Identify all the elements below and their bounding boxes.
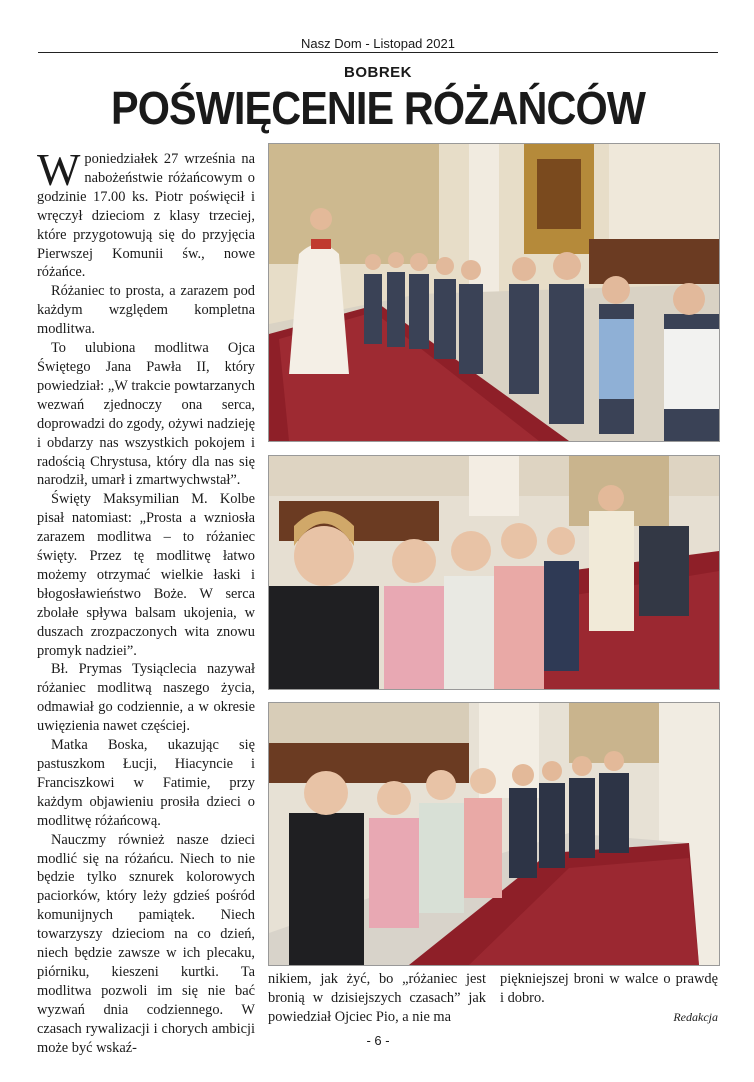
article-paragraph-7: Nauczmy również nasze dzieci modlić się na różańcu. Niech to nie będzie tylko sznurek kolorowych paciorków, który leży gdzieś pośród komunijnych pamiątek. Niech towarzyszy dzieciom na co dzień, niech będzie zawsze w ich plecaku, piórniku, kieszeni kurtki. Ta modlitwa pozwoli im się nie bać wyzwań dnia codziennego. W czasach rywalizacji i chorych ambicji może być wskaź-: [37, 831, 255, 1056]
article-signature: Redakcja: [673, 1010, 718, 1024]
drop-cap: W: [37, 144, 81, 195]
article-title: POŚWIĘCENIE RÓŻAŃCÓW: [110, 82, 646, 134]
photo-priest-blessing: [268, 143, 720, 442]
article-column-3: piękniejszej broni w walce o prawdę i dobro.: [500, 971, 718, 1006]
article-paragraph-3: To ulubiona modlitwa Ojca Świętego Jana Pawła II, który powiedział: „W trakcie powtarzanych wezwań zjednoczy ona serca, doprowadzi do zgody, ożywi nadzieję i obdarzy nas wszystkich pokojem i radością Chrystusa, który dla nas się narodził, umarł i zmartwychwstał”.: [37, 340, 255, 489]
header-rule: [38, 52, 718, 53]
running-header: Nasz Dom - Listopad 2021: [301, 36, 455, 51]
article-paragraph-5: Bł. Prymas Tysiąclecia nazywał różaniec modlitwą naszego życia, odmawiał go codziennie, a w okresie uwięzienia nawet częściej.: [37, 661, 255, 735]
article-paragraph-4: Święty Maksymilian M. Kolbe pisał natomiast: „Prosta a wzniosła zarazem modlitwa – to różaniec święty. Przez tę modlitwę łatwo możemy otrzymać wielkie łaski i błogosławieństwo Boże. W serca zbolałe spływa balsam ukojenia, w duszach zrozpaczonych wita znowu promyk nadziei”.: [37, 491, 255, 659]
article-kicker: BOBREK: [343, 64, 412, 81]
article-paragraph-1: W poniedziałek 27 września na nabożeństwie różańcowym o godzinie 17.00 ks. Piotr poświęcił i wręczył dzieciom z klasy trzeciej, które przygotowują się do przyjęcia Pierwszej Komunii św., nowe różańce.: [37, 144, 255, 281]
article-column-1: [37, 144, 255, 1058]
photo-children-lineup: [268, 702, 720, 966]
article-paragraph-2: Różaniec to prosta, a zarazem pod każdym względem kompletna modlitwa.: [37, 283, 255, 338]
page-number: - 6 -: [366, 1033, 390, 1048]
photo-girls-with-rosaries: [268, 455, 720, 690]
article-column-2: nikiem, jak żyć, bo „różaniec jest bronią w dzisiejszych czasach” jak powiedział Ojciec Pio, a nie ma: [268, 971, 486, 1025]
article-paragraph-6: Matka Boska, ukazując się pastuszkom Łucji, Hiacyncie i Franciszkowi w Fatimie, przy każdym objawieniu prosiła dzieci o modlitwę różańcową.: [37, 737, 255, 829]
